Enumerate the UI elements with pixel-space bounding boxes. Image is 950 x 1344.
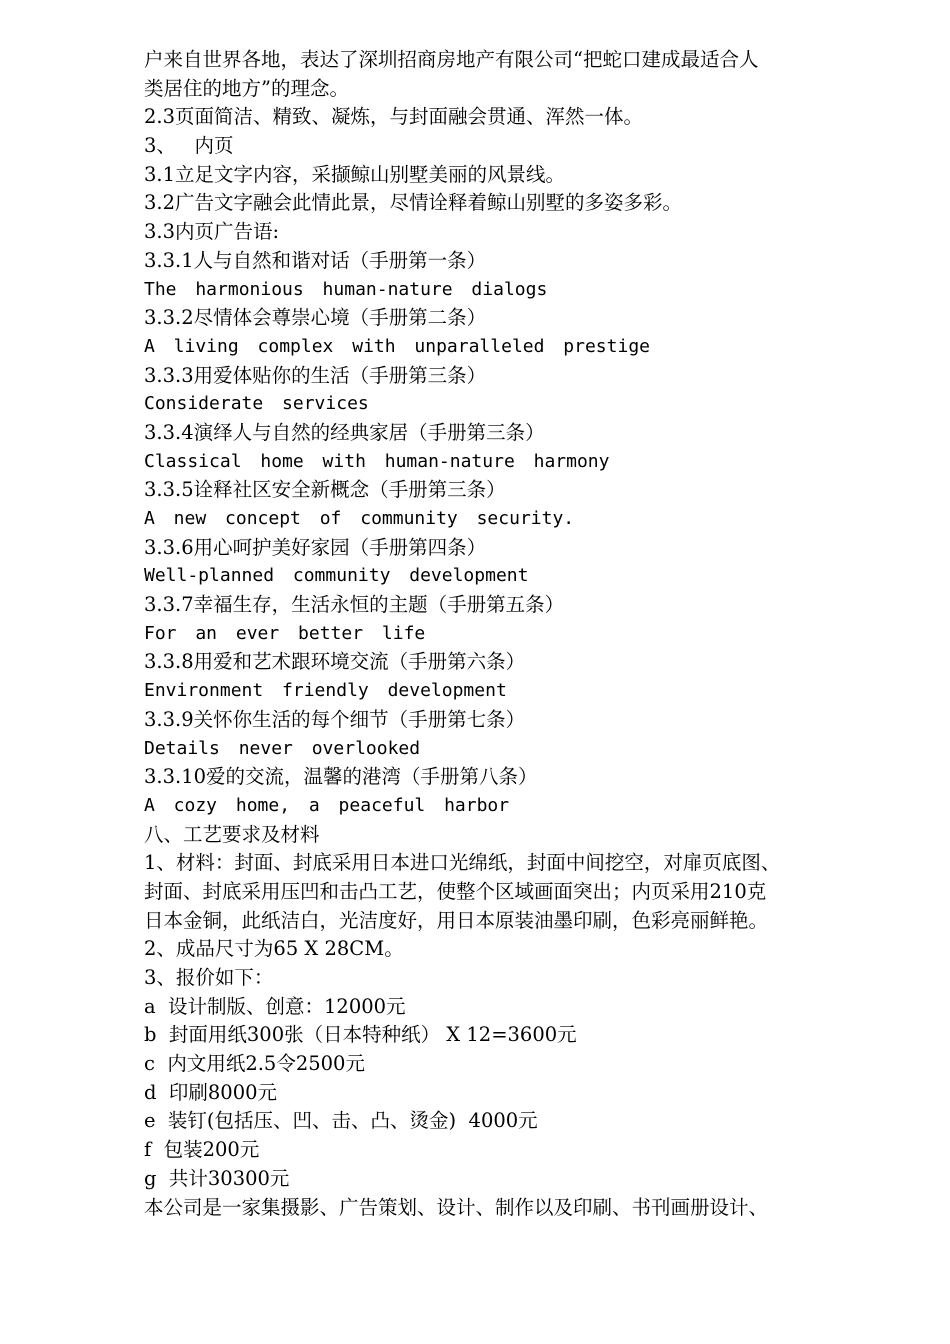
text-line: 3.3.10爱的交流，温馨的港湾（手册第八条） (144, 765, 538, 789)
text-line: 类居住的地方”的理念。 (144, 76, 349, 100)
text-line: The harmonious human-nature dialogs (144, 278, 548, 300)
text-line: 2、成品尺寸为65 X 28CM。 (144, 937, 404, 961)
text-line: 3.2广告文字融会此情此景，尽情诠释着鲸山别墅的多姿多彩。 (144, 191, 683, 215)
text-line: 1、材料：封面、封底采用日本进口光绵纸，封面中间挖空，对扉页底图、 (144, 851, 781, 875)
text-line: 户来自世界各地，表达了深圳招商房地产有限公司“把蛇口建成最适合人 (144, 48, 759, 71)
text-line: A new concept of community security. (144, 508, 575, 529)
document-page (144, 46, 874, 1222)
text-line: A cozy home, a peaceful harbor (144, 794, 510, 816)
text-line: 3.3.9关怀你生活的每个细节（手册第七条） (144, 707, 526, 731)
text-line: 3.3.7幸福生存，生活永恒的主题（手册第五条） (144, 593, 565, 617)
text-line: 八、工艺要求及材料 (144, 822, 320, 846)
text-line: g 共计30300元 (144, 1166, 290, 1190)
text-line: 3.3.2尽情体会尊崇心境（手册第二条） (144, 306, 487, 330)
text-line: Classical home with human-nature harmony (144, 450, 610, 472)
text-line: 3.3.6用心呵护美好家园（手册第四条） (144, 535, 487, 559)
text-line: c 内文用纸2.5令2500元 (144, 1052, 365, 1076)
text-line: A living complex with unparalleled prestige (144, 335, 650, 357)
text-line: d 印刷8000元 (144, 1080, 278, 1104)
text-line: Environment friendly development (144, 680, 507, 702)
text-line: 3.3.5诠释社区安全新概念（手册第三条） (144, 478, 506, 502)
text-line: 3.1立足文字内容，采撷鲸山别墅美丽的风景线。 (144, 162, 566, 186)
text-line: 3.3.3用爱体贴你的生活（手册第三条） (144, 363, 487, 387)
text-line: For an ever better life (144, 622, 426, 644)
text-line: e 装钉(包括压、凹、击、凸、烫金) 4000元 (144, 1109, 538, 1133)
text-line: 封面、封底采用压凹和击凸工艺，使整个区域画面突出；内页采用210克 (144, 879, 767, 903)
text-line: a 设计制版、创意：12000元 (144, 994, 406, 1018)
text-line: 本公司是一家集摄影、广告策划、设计、制作以及印刷、书刊画册设计、 (144, 1195, 769, 1219)
text-line: Considerate services (144, 393, 369, 415)
text-line: 3.3.4演绎人与自然的经典家居（手册第三条） (144, 420, 545, 444)
text-line: 3、报价如下： (144, 966, 274, 989)
text-line: 日本金铜，此纸洁白，光洁度好，用日本原装油墨印刷，色彩亮丽鲜艳。 (144, 908, 769, 932)
text-line: b 封面用纸300张（日本特种纸） X 12=3600元 (144, 1023, 577, 1047)
text-line: 3.3.8用爱和艺术跟环境交流（手册第六条） (144, 650, 526, 674)
text-line: 2.3页面简洁、精致、凝炼，与封面融会贯通、浑然一体。 (144, 105, 644, 129)
text-line: 3、 内页 (144, 134, 234, 158)
text-line: f 包装200元 (144, 1138, 260, 1162)
text-line: 3.3.1人与自然和谐对话（手册第一条） (144, 248, 487, 272)
text-line: 3.3内页广告语: (144, 220, 280, 244)
text-line: Well-planned community development (144, 565, 529, 587)
text-line: Details never overlooked (144, 737, 421, 759)
